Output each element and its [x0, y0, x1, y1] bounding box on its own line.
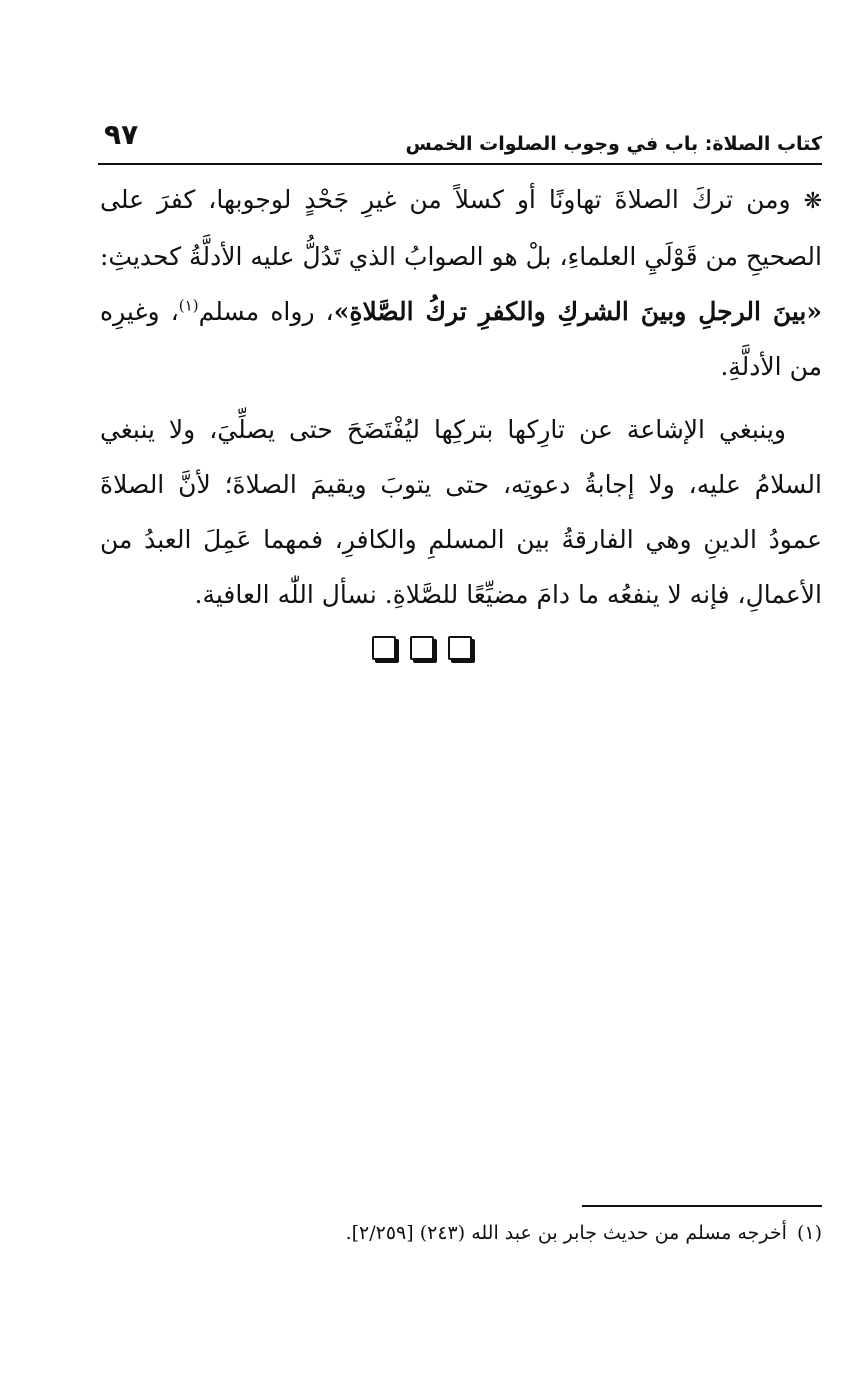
paragraph-1-ending: ، وغيرِه من الأدلَّةِ.: [100, 297, 822, 381]
footnote: [346, 1218, 822, 1248]
section-separator: [0, 636, 843, 666]
main-text: [100, 172, 822, 622]
paragraph-2: وينبغي الإشاعة عن تارِكها بتركِها ليُفْتَضَحَ حتى يصلِّيَ، ولا ينبغي السلامُ عليه، ولا إجابةُ دعوتِه، حتى يتوبَ ويقيمَ الصلاةَ؛ لأنَّ الصلاةَ عمودُ الدينِ وهي الفارقةُ بين المسلمِ والكافرِ، فمهما عَمِلَ العبدُ من الأعمالِ، فإنه لا ينفعُه ما دامَ مضيِّعًا للصَّلاةِ. نسأل اللّٰه العافية.: [100, 415, 822, 609]
paragraph-1-attribution: ، رواه مسلم: [198, 297, 334, 326]
footnote-reference: (١): [178, 296, 199, 315]
separator-square-icon: [410, 636, 434, 660]
header-rule: [98, 163, 822, 165]
star-bullet-icon: ❋: [803, 189, 822, 214]
footnote-text: أخرجه مسلم من حديث جابر بن عبد الله (٢٤٣) [٢/٢٥٩].: [345, 1222, 787, 1244]
separator-square-icon: [372, 636, 396, 660]
paragraph-1: [100, 172, 822, 394]
footnote-rule: [582, 1205, 822, 1207]
running-title: كتاب الصلاة: باب في وجوب الصلوات الخمس: [405, 133, 822, 155]
page-number: ٩٧: [104, 118, 139, 151]
paragraph-1-text: ومن تركَ الصلاةَ تهاونًا أو كسلاً من غيرِ جَحْدٍ لوجوبها، كفرَ على الصحيحِ من قَوْلَيِ العلماءِ، بلْ هو الصوابُ الذي تَدُلُّ عليه الأدلَّةُ كحديثِ:: [100, 185, 822, 271]
footnote-number: (١): [796, 1222, 822, 1244]
hadith-quote: «بينَ الرجلِ وبينَ الشركِ والكفرِ تركُ الصَّلاةِ»: [333, 297, 822, 326]
separator-square-icon: [448, 636, 472, 660]
page-header: [98, 118, 822, 164]
